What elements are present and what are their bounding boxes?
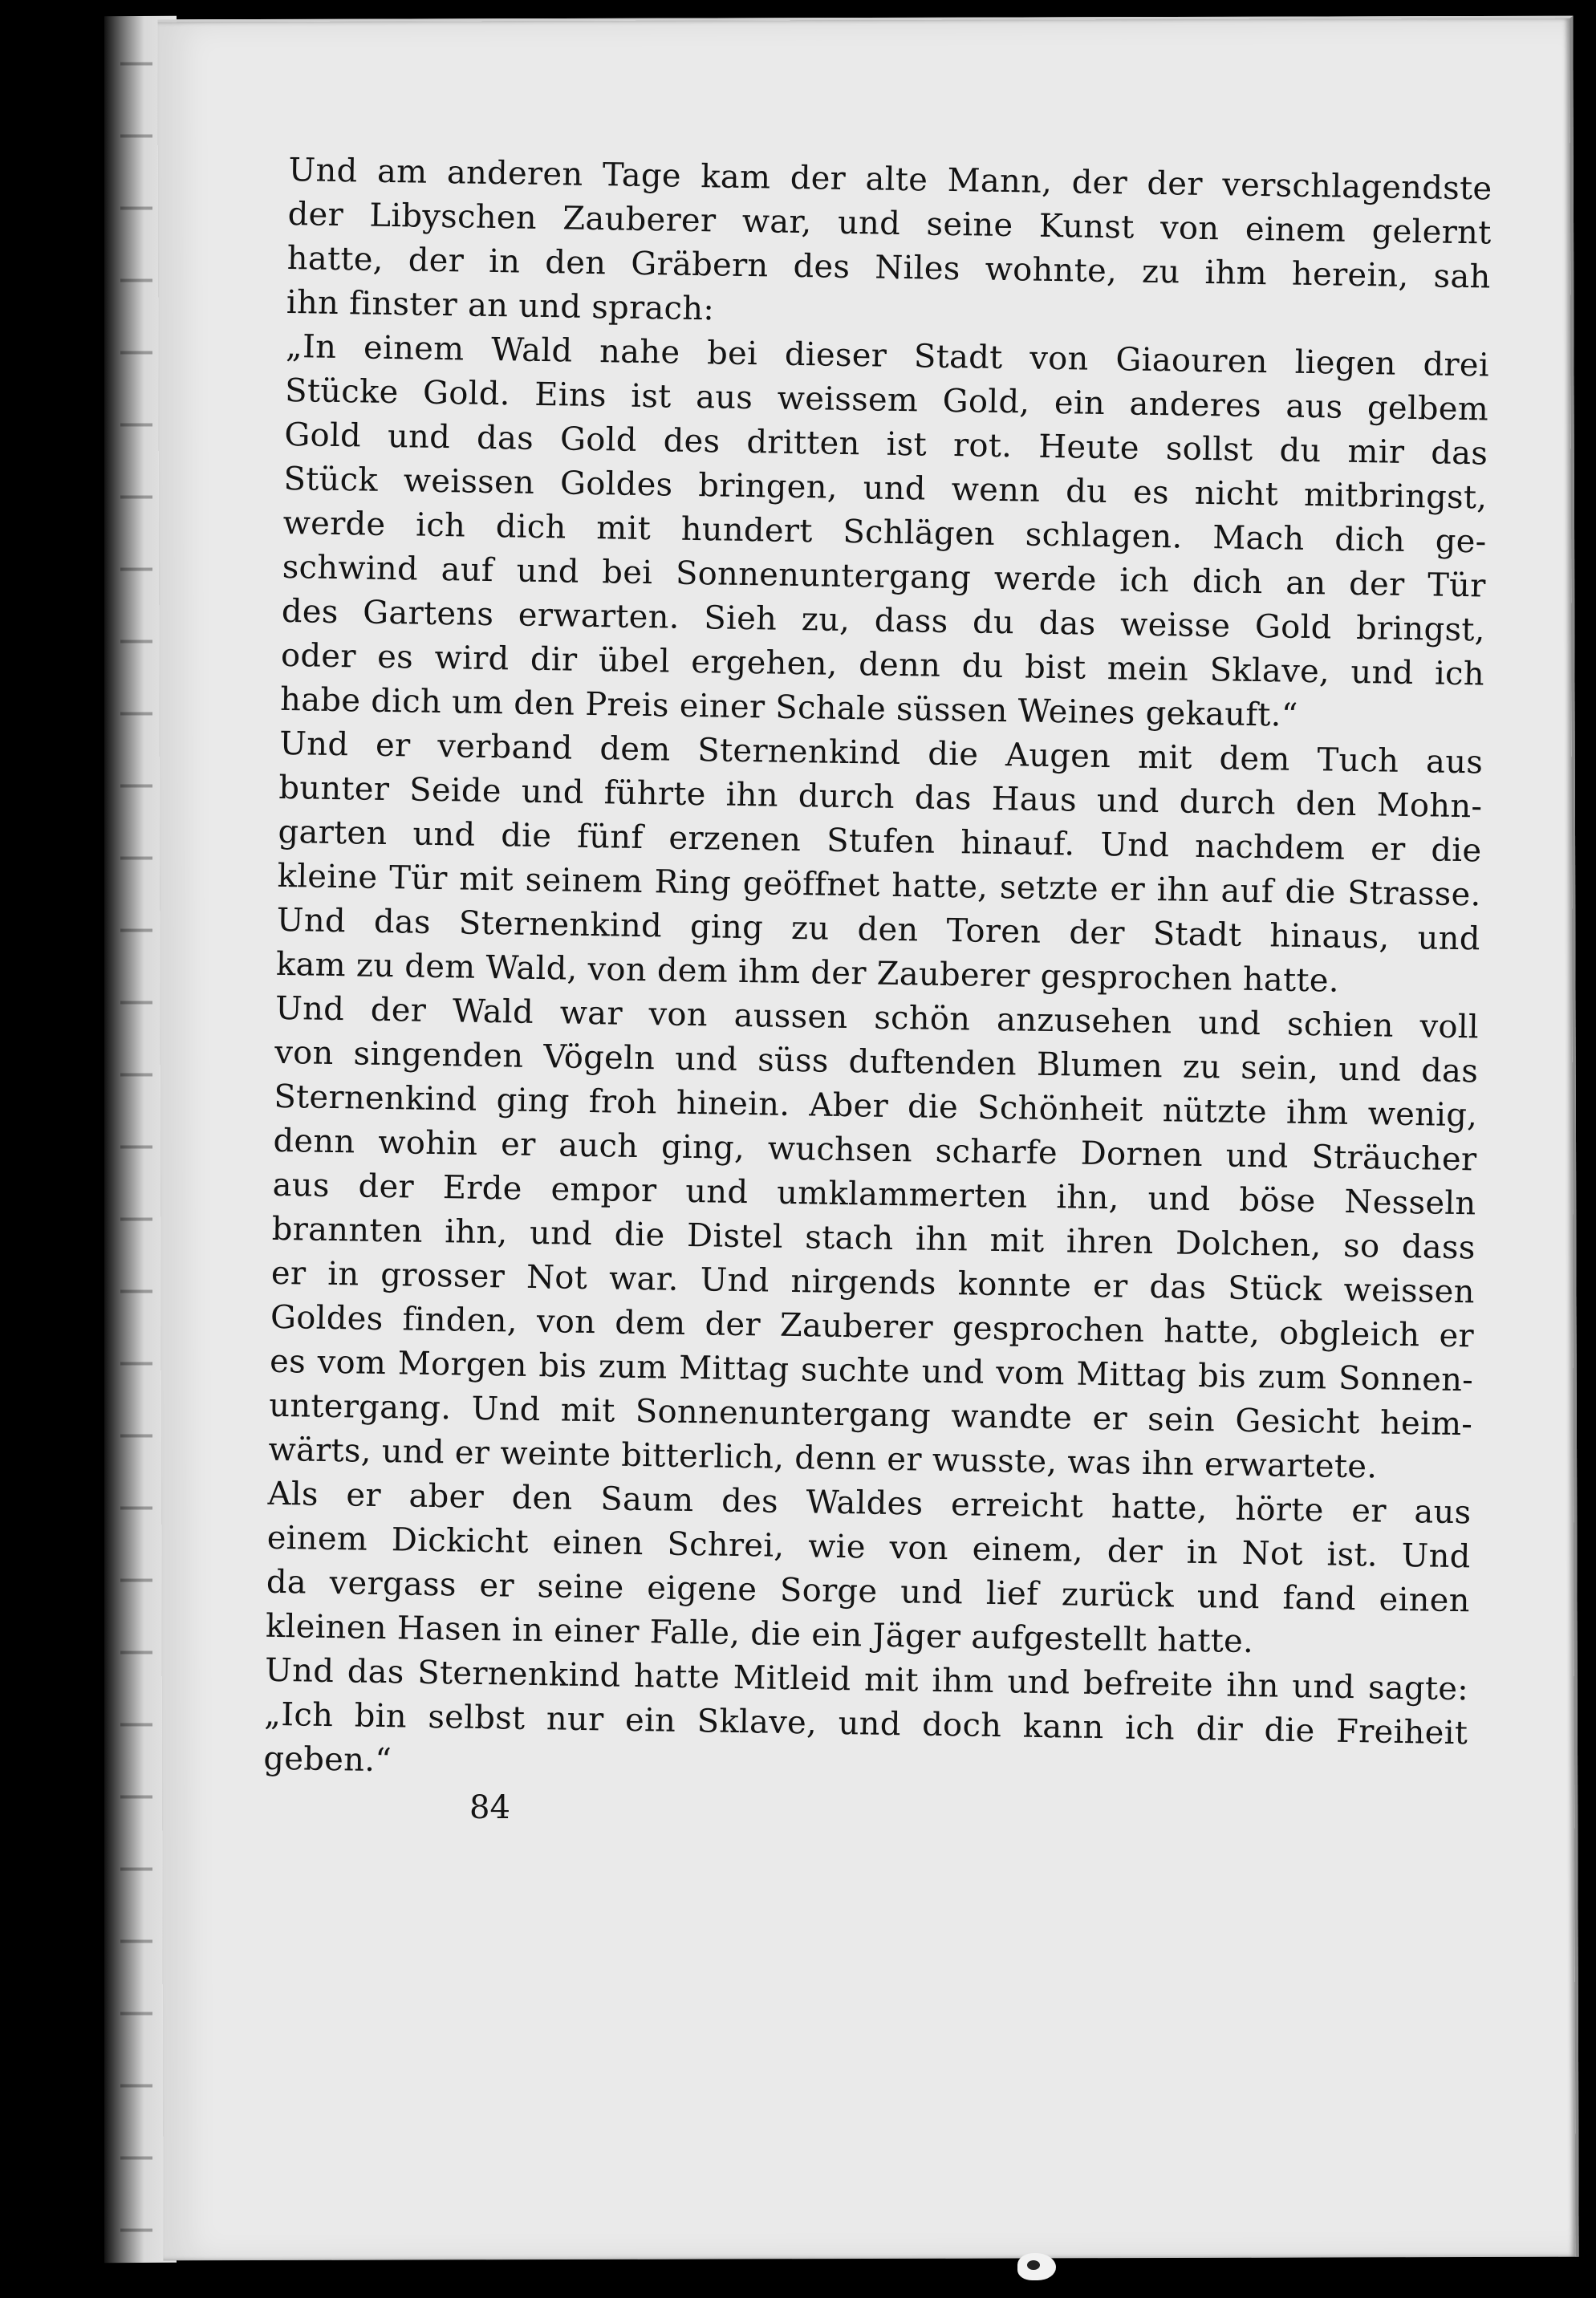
text-line: Gold und das Gold des dritten ist rot. Heute sollst du mir das [284, 416, 1488, 473]
text-line: Als er aber den Saum des Waldes erreicht hatte, hörte er aus [267, 1475, 1472, 1532]
scan-blot-mark [1017, 2253, 1056, 2280]
text-line: Und das Sternenkind ging zu den Toren der Stadt hinaus, und [276, 901, 1481, 958]
text-line: er in grosser Not war. Und nirgends konnte er das Stück weissen [270, 1254, 1476, 1311]
text-line: hatte, der in den Gräbern des Niles wohnte, zu ihm herein, sah [286, 239, 1492, 296]
text-line: da vergass er seine eigene Sorge und lief zurück und fand einen [266, 1563, 1471, 1620]
text-line: einem Dickicht einen Schrei, wie von einem, der in Not ist. Und [266, 1519, 1471, 1576]
text-line: kam zu dem Wald, von dem ihm der Zauberer gesprochen hatte. [275, 945, 1340, 1000]
text-line: schwind auf und bei Sonnenuntergang werde ich dich an der Tür [282, 548, 1486, 605]
text-line: „In einem Wald nahe bei dieser Stadt von Giaouren liegen drei [285, 327, 1490, 384]
binding-stitch-marks [120, 32, 152, 2239]
text-line: garten und die fünf erzenen Stufen hinauf. Und nachdem er die [278, 813, 1482, 870]
text-line: von singenden Vögeln und süss duftenden Blumen zu sein, und das [274, 1033, 1479, 1090]
text-line: bunter Seide und führte ihn durch das Haus und durch den Mohn- [278, 769, 1483, 826]
body-text [263, 148, 1509, 1801]
text-line: Und am anderen Tage kam der alte Mann, der der verschlagendste [288, 151, 1492, 208]
text-line: Und das Sternenkind hatte Mitleid mit ihm und befreite ihn und sagte: [264, 1651, 1469, 1708]
text-line: kleinen Hasen in einer Falle, die ein Jäger aufgestellt hatte. [265, 1607, 1254, 1661]
text-line: „Ich bin selbst nur ein Sklave, und doch kann ich dir die Freiheit [263, 1695, 1468, 1752]
text-line: geben.“ [263, 1740, 392, 1780]
text-line: Sternenkind ging froh hinein. Aber die Schönheit nützte ihm wenig, [274, 1078, 1478, 1135]
text-line: Und der Wald war von aussen schön anzusehen und schien voll [274, 989, 1480, 1046]
text-line: oder es wird dir übel ergehen, denn du bist mein Sklave, und ich [280, 636, 1485, 693]
text-line: es vom Morgen bis zum Mittag suchte und vom Mittag bis zum Sonnen- [269, 1342, 1474, 1399]
text-line: Stücke Gold. Eins ist aus weissem Gold, ein anderes aus gelbem [284, 371, 1489, 428]
text-line: des Gartens erwarten. Sieh zu, dass du das weisse Gold bringst, [281, 592, 1486, 649]
text-line: ihn finster an und sprach: [286, 283, 715, 328]
text-line: werde ich dich mit hundert Schlägen schlagen. Mach dich ge- [282, 504, 1487, 561]
page-number: 84 [469, 1789, 510, 1826]
text-line: denn wohin er auch ging, wuchsen scharfe Dornen und Sträucher [273, 1122, 1477, 1179]
text-line: untergang. Und mit Sonnenuntergang wandte er sein Gesicht heim- [269, 1387, 1473, 1443]
text-line: Und er verband dem Sternenkind die Augen mit dem Tuch aus [278, 725, 1484, 782]
text-line: wärts, und er weinte bitterlich, denn er wusste, was ihn erwartete. [268, 1431, 1378, 1486]
text-line: Stück weissen Goldes bringen, und wenn du es nicht mitbringst, [283, 460, 1488, 517]
text-line: habe dich um den Preis einer Schale süssen Weines gekauft.“ [279, 680, 1298, 734]
text-line: kleine Tür mit seinem Ring geöffnet hatte, setzte er ihn auf die Strasse. [277, 857, 1481, 914]
text-line: der Libyschen Zauberer war, und seine Kunst von einem gelernt [287, 195, 1492, 252]
text-line: brannten ihn, und die Distel stach ihn mit ihren Dolchen, so dass [271, 1210, 1476, 1267]
text-line: aus der Erde empor und umklammerten ihn, und böse Nesseln [272, 1166, 1476, 1223]
text-line: Goldes finden, von dem der Zauberer gesprochen hatte, obgleich er [270, 1298, 1475, 1355]
